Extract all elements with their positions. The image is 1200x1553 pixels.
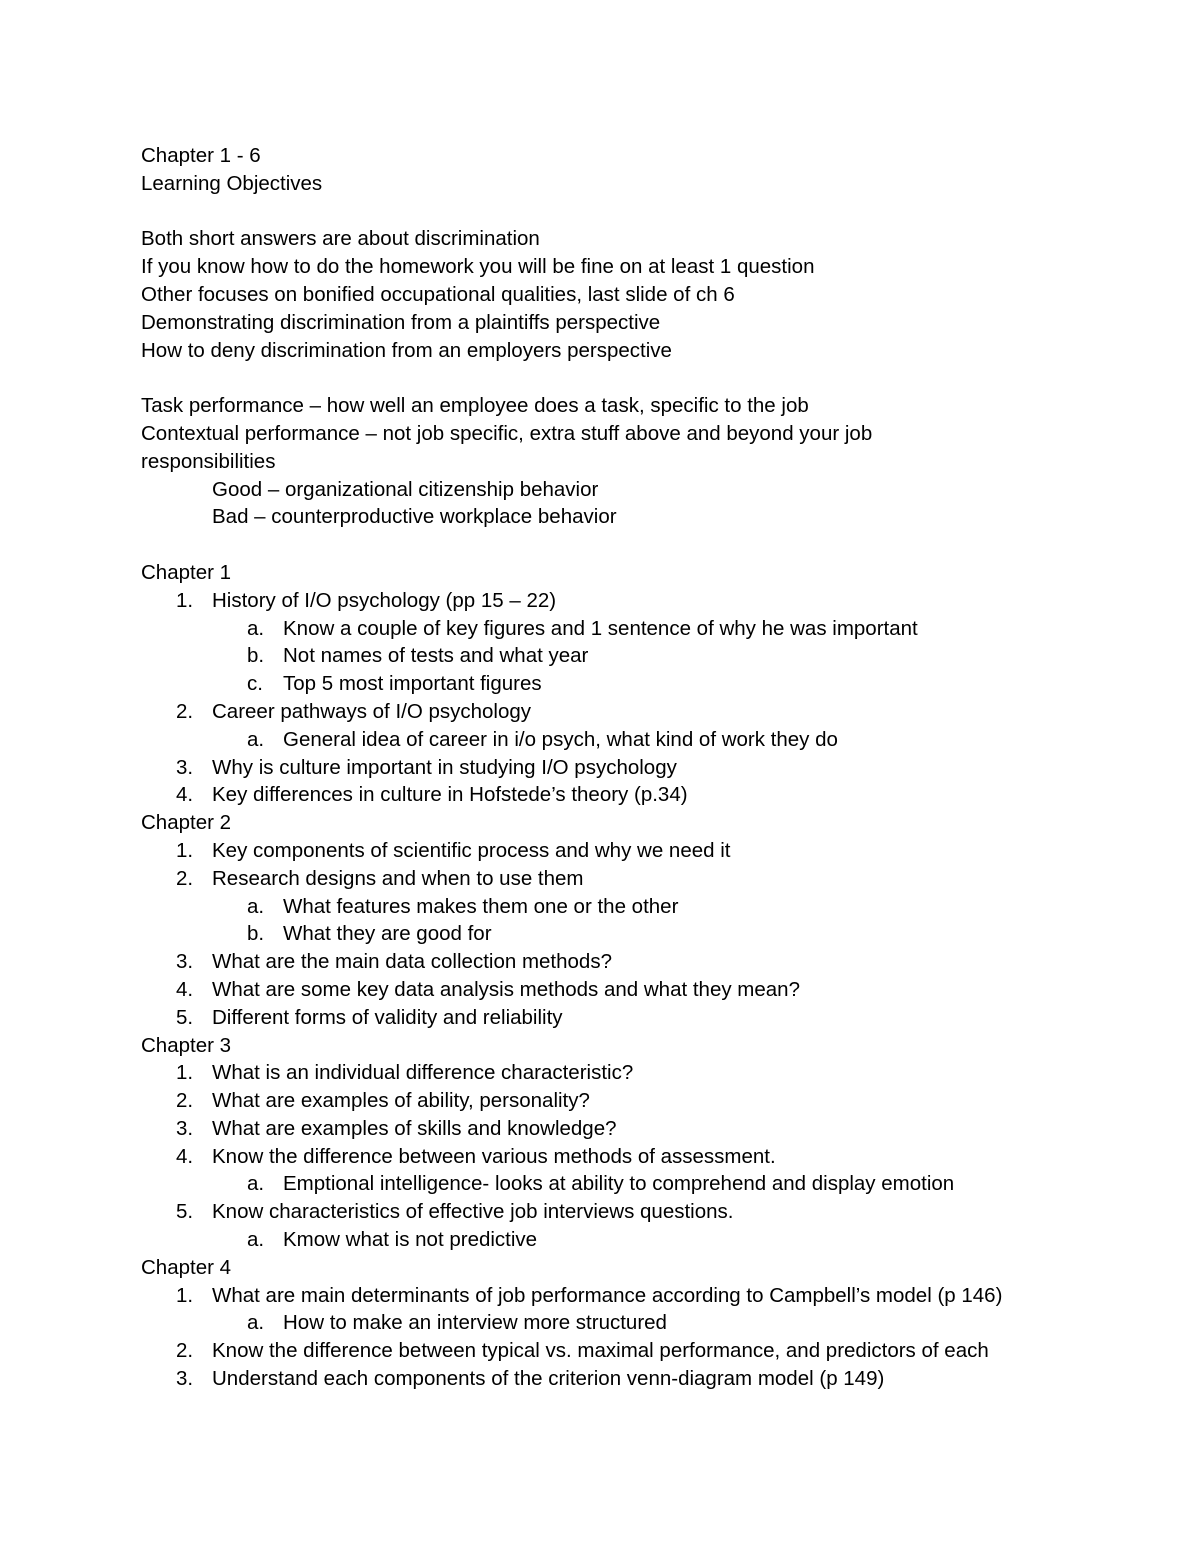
sub-list-item-text: What features makes them one or the other bbox=[283, 894, 679, 918]
sub-list-item-text: Top 5 most important figures bbox=[283, 672, 542, 696]
sub-list-item-text: Kmow what is not predictive bbox=[283, 1228, 538, 1252]
chapter-section bbox=[141, 1032, 1141, 1254]
list-item-text: Know the difference between typical vs. maximal performance, and predictors of each bbox=[212, 1339, 989, 1363]
chapter-heading: Chapter 4 bbox=[141, 1255, 232, 1279]
list-item bbox=[141, 837, 1141, 865]
list-item-text: History of I/O psychology (pp 15 – 22) bbox=[212, 588, 557, 612]
list-item bbox=[141, 976, 1141, 1004]
list-item bbox=[141, 1365, 1141, 1393]
list-item-text: Different forms of validity and reliability bbox=[212, 1005, 563, 1029]
sub-list-item-letter: a. bbox=[247, 894, 265, 918]
note-line: If you know how to do the homework you will be fine on at least 1 question bbox=[141, 255, 815, 279]
chapter-heading: Chapter 3 bbox=[141, 1033, 232, 1057]
sub-list-item bbox=[141, 726, 1141, 754]
sub-list-item bbox=[141, 615, 1141, 643]
list-item-text: What are some key data analysis methods and what they mean? bbox=[212, 977, 800, 1001]
sub-list-item bbox=[141, 1309, 1141, 1337]
list-item-number: 1. bbox=[176, 1061, 194, 1085]
sub-list-item-letter: a. bbox=[247, 1172, 265, 1196]
list-item bbox=[141, 754, 1141, 782]
task-performance-definition: Task performance – how well an employee does a task, specific to the job bbox=[141, 394, 809, 418]
list-item-text: Key components of scientific process and why we need it bbox=[212, 838, 731, 862]
sub-list-item-text: Know a couple of key figures and 1 sentence of why he was important bbox=[283, 616, 918, 640]
sub-list-item-letter: c. bbox=[247, 672, 263, 696]
sub-list-item-text: How to make an interview more structured bbox=[283, 1311, 667, 1335]
page-subtitle: Learning Objectives bbox=[141, 171, 323, 195]
sub-list-item-letter: b. bbox=[247, 644, 265, 668]
sub-list-item-letter: a. bbox=[247, 1228, 265, 1252]
list-item-text: Research designs and when to use them bbox=[212, 866, 584, 890]
list-item-text: What are the main data collection methods? bbox=[212, 950, 612, 974]
page-title: Chapter 1 - 6 bbox=[141, 144, 261, 167]
sub-list-item-text: General idea of career in i/o psych, what kind of work they do bbox=[283, 727, 838, 751]
list-item-text: Know characteristics of effective job interviews questions. bbox=[212, 1200, 734, 1224]
list-item-number: 2. bbox=[176, 866, 194, 890]
list-item-text: What are examples of ability, personality? bbox=[212, 1089, 590, 1113]
list-item-number: 5. bbox=[176, 1005, 194, 1029]
list-item-text: Career pathways of I/O psychology bbox=[212, 699, 532, 723]
list-item bbox=[141, 781, 1141, 809]
list-item-number: 4. bbox=[176, 783, 194, 807]
document-body bbox=[141, 142, 1141, 1393]
sub-list-item-letter: a. bbox=[247, 727, 265, 751]
chapter-section bbox=[141, 1254, 1141, 1393]
sub-list-item-letter: a. bbox=[247, 616, 265, 640]
exam-notes bbox=[141, 225, 1141, 364]
sub-list-item-letter: b. bbox=[247, 922, 265, 946]
list-item-number: 1. bbox=[176, 1283, 194, 1307]
spacer bbox=[141, 531, 1141, 559]
chapter-heading: Chapter 2 bbox=[141, 811, 232, 835]
list-item bbox=[141, 1059, 1141, 1087]
note-line: Both short answers are about discrimination bbox=[141, 227, 540, 251]
sub-list-item bbox=[141, 642, 1141, 670]
list-item bbox=[141, 587, 1141, 615]
list-item bbox=[141, 1198, 1141, 1226]
list-item bbox=[141, 1337, 1141, 1365]
sub-list-item-letter: a. bbox=[247, 1311, 265, 1335]
list-item-number: 4. bbox=[176, 977, 194, 1001]
note-line: Demonstrating discrimination from a plaintiffs perspective bbox=[141, 310, 661, 334]
list-item bbox=[141, 948, 1141, 976]
spacer bbox=[141, 198, 1141, 226]
chapter-heading: Chapter 1 bbox=[141, 560, 232, 584]
list-item bbox=[141, 1115, 1141, 1143]
list-item-text: Key differences in culture in Hofstede’s theory (p.34) bbox=[212, 783, 688, 807]
list-item bbox=[141, 1143, 1141, 1171]
list-item-text: Understand each components of the criterion venn-diagram model (p 149) bbox=[212, 1367, 885, 1391]
list-item-text: What is an individual difference characteristic? bbox=[212, 1061, 634, 1085]
note-line: How to deny discrimination from an employers perspective bbox=[141, 338, 672, 362]
sub-list-item bbox=[141, 1226, 1141, 1254]
list-item-text: What are examples of skills and knowledge? bbox=[212, 1116, 617, 1140]
note-line: Other focuses on bonified occupational qualities, last slide of ch 6 bbox=[141, 282, 735, 306]
list-item-number: 4. bbox=[176, 1144, 194, 1168]
list-item-text: Why is culture important in studying I/O psychology bbox=[212, 755, 677, 779]
chapter-section bbox=[141, 809, 1141, 1031]
list-item-number: 1. bbox=[176, 838, 194, 862]
spacer bbox=[141, 364, 1141, 392]
list-item-number: 5. bbox=[176, 1200, 194, 1224]
list-item-number: 2. bbox=[176, 1089, 194, 1113]
good-behavior-definition: Good – organizational citizenship behavior bbox=[212, 477, 599, 501]
sub-list-item bbox=[141, 893, 1141, 921]
list-item bbox=[141, 1282, 1141, 1310]
list-item-number: 3. bbox=[176, 1367, 194, 1391]
sub-list-item bbox=[141, 1170, 1141, 1198]
list-item bbox=[141, 865, 1141, 893]
sub-list-item bbox=[141, 920, 1141, 948]
list-item-number: 3. bbox=[176, 1116, 194, 1140]
chapter-list bbox=[141, 559, 1141, 1393]
sub-list-item-text: Emptional intelligence- looks at ability to comprehend and display emotion bbox=[283, 1172, 955, 1196]
list-item-number: 3. bbox=[176, 950, 194, 974]
list-item-number: 2. bbox=[176, 699, 194, 723]
sub-list-item bbox=[141, 670, 1141, 698]
list-item-number: 2. bbox=[176, 1339, 194, 1363]
chapter-section bbox=[141, 559, 1141, 809]
list-item bbox=[141, 1004, 1141, 1032]
list-item-number: 1. bbox=[176, 588, 194, 612]
list-item bbox=[141, 698, 1141, 726]
list-item-number: 3. bbox=[176, 755, 194, 779]
sub-list-item-text: Not names of tests and what year bbox=[283, 644, 589, 668]
list-item-text: What are main determinants of job performance according to Campbell’s model (p 146) bbox=[212, 1283, 1003, 1307]
performance-definitions bbox=[141, 392, 1141, 531]
bad-behavior-definition: Bad – counterproductive workplace behavior bbox=[212, 505, 617, 529]
list-item-text: Know the difference between various methods of assessment. bbox=[212, 1144, 776, 1168]
list-item bbox=[141, 1087, 1141, 1115]
sub-list-item-text: What they are good for bbox=[283, 922, 492, 946]
contextual-performance-definition: Contextual performance – not job specific, extra stuff above and beyond your job responsibilities bbox=[141, 421, 873, 473]
